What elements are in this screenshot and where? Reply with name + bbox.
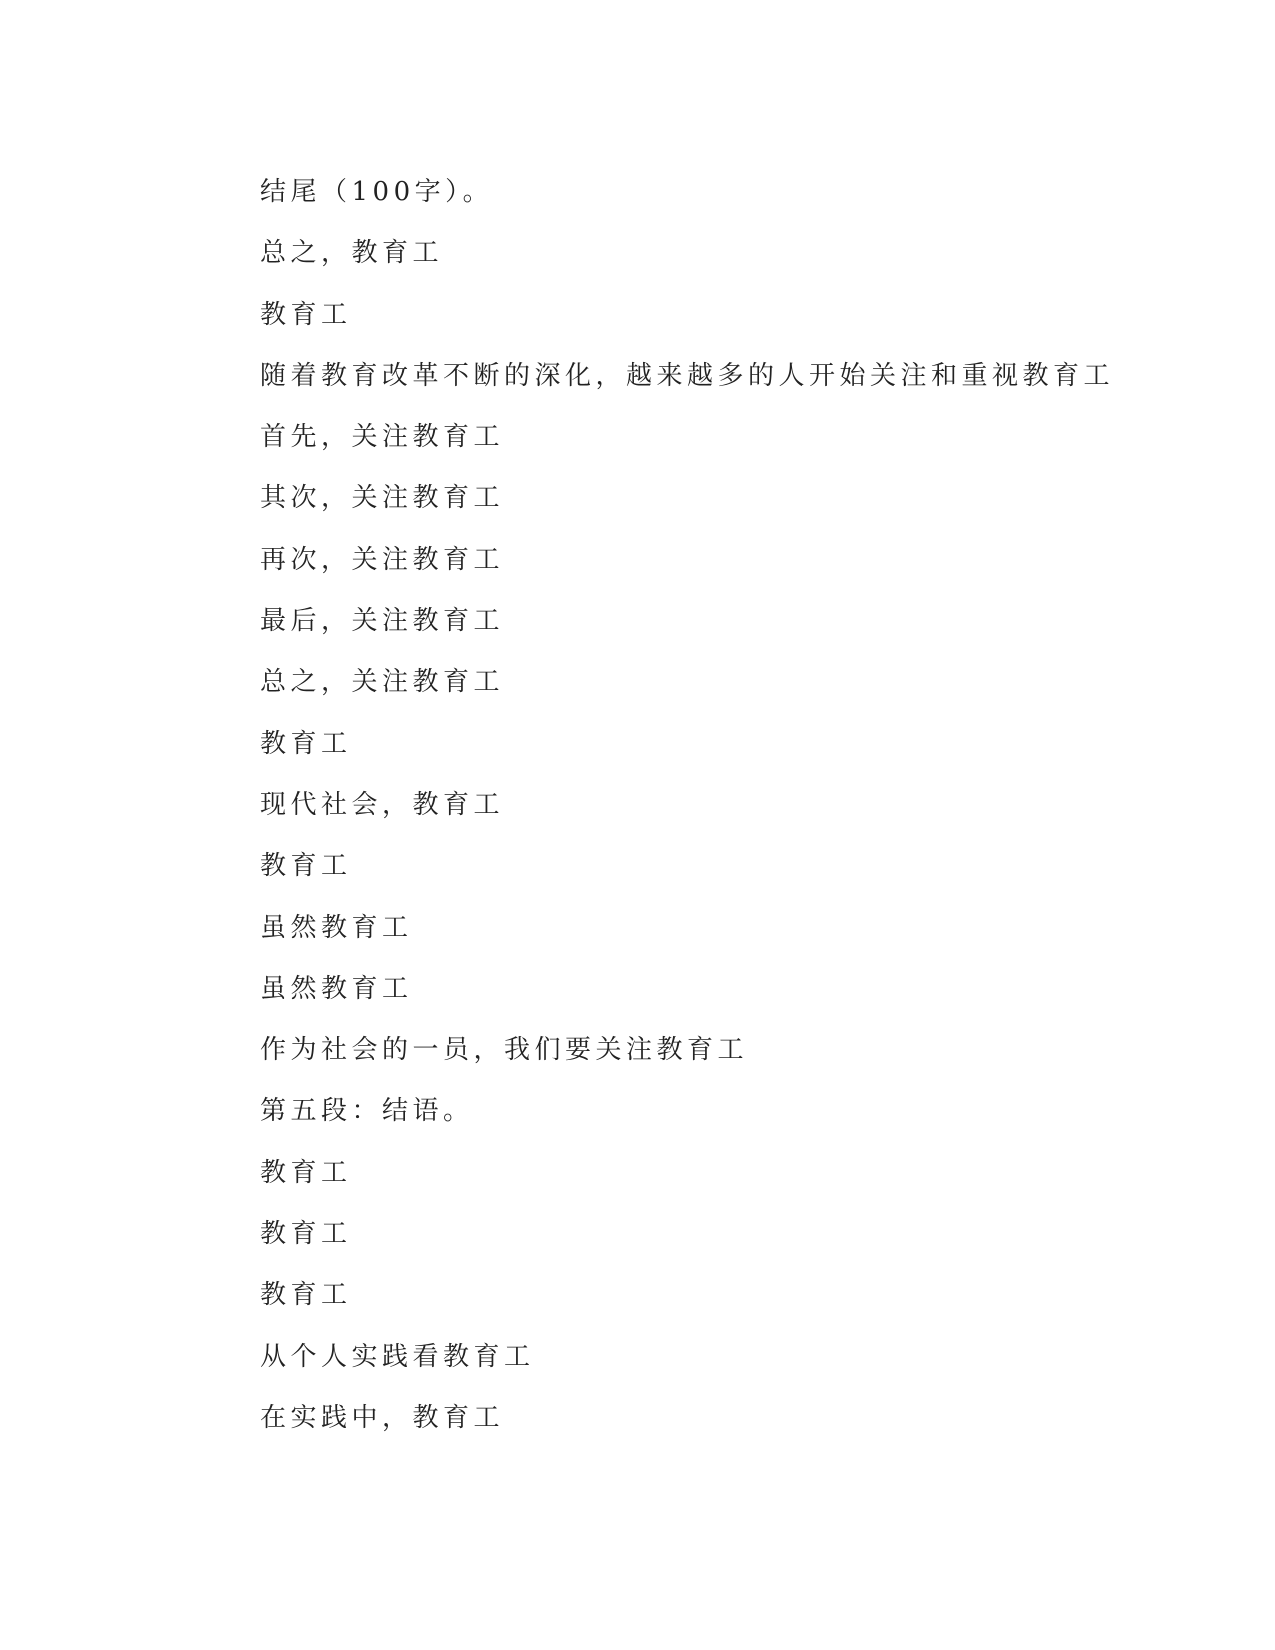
paragraph-line: 虽然教育工	[260, 912, 413, 943]
paragraph-line: 虽然教育工	[260, 973, 413, 1004]
paragraph-line: 在实践中，教育工	[260, 1402, 505, 1433]
paragraph-line: 首先，关注教育工	[260, 422, 505, 453]
paragraph-line: 最后，关注教育工	[260, 606, 505, 637]
paragraph-line: 教育工	[260, 1157, 352, 1188]
paragraph-line: 教育工	[260, 851, 352, 882]
paragraph-line: 现代社会，教育工	[260, 789, 505, 820]
paragraph-line: 第五段：结语。	[260, 1096, 474, 1127]
paragraph-line: 教育工	[260, 1280, 352, 1311]
paragraph-line: 其次，关注教育工	[260, 483, 505, 514]
paragraph-line: 教育工	[260, 728, 352, 759]
paragraph-line: 总之，教育工	[260, 238, 444, 269]
paragraph-line: 随着教育改革不断的深化，越来越多的人开始关注和重视教育工	[260, 360, 1115, 391]
paragraph-line: 教育工	[260, 1219, 352, 1250]
paragraph-line: 结尾（100字）。	[260, 177, 494, 207]
paragraph-line: 教育工	[260, 299, 352, 330]
paragraph-line: 总之，关注教育工	[260, 667, 505, 698]
paragraph-line: 作为社会的一员，我们要关注教育工	[260, 1035, 749, 1066]
paragraph-line: 再次，关注教育工	[260, 544, 505, 575]
document-body	[260, 162, 1115, 1449]
paragraph-line: 从个人实践看教育工	[260, 1341, 535, 1372]
